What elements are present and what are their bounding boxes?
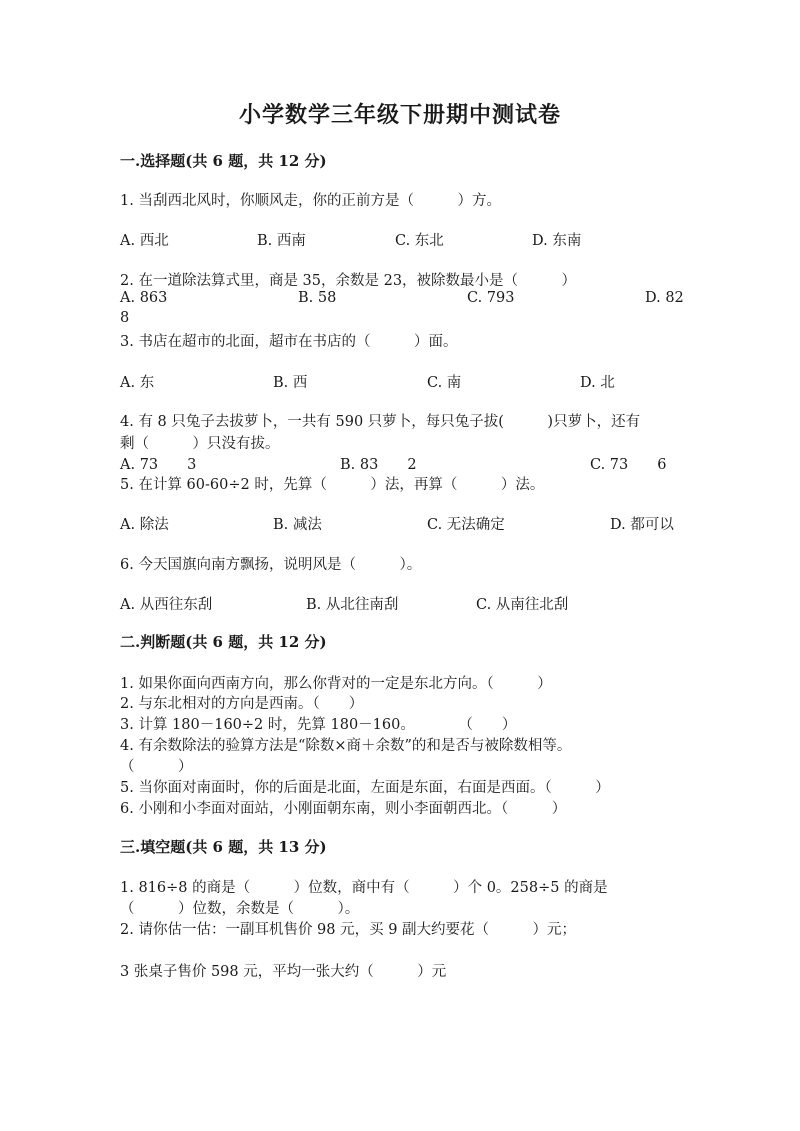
q1-option-b: B. 西南 xyxy=(257,233,306,249)
q1-option-a: A. 西北 xyxy=(120,233,169,249)
q5-option-d: D. 都可以 xyxy=(610,517,674,533)
q4-option-a: A. 73 3 xyxy=(120,457,197,473)
q2-option-b: B. 58 xyxy=(298,290,337,306)
section-header-fill-blank: 三.填空题(共 6 题，共 13 分) xyxy=(120,838,327,856)
page-title: 小学数学三年级下册期中测试卷 xyxy=(238,102,561,128)
question-6: 6. 今天国旗向南方飘扬，说明风是（ ）。 xyxy=(120,557,422,573)
q4-option-c: C. 73 6 xyxy=(590,457,667,473)
judge-item-3: 3. 计算 180－160÷2 时，先算 180－160。 （ ） xyxy=(120,717,517,733)
fill-item-2-line1: 2. 请你估一估：一副耳机售价 98 元，买 9 副大约要花（ ）元； xyxy=(120,922,577,938)
question-3: 3. 书店在超市的北面，超市在书店的（ ）面。 xyxy=(120,334,458,350)
q5-option-a: A. 除法 xyxy=(120,517,169,533)
q3-option-b: B. 西 xyxy=(273,375,308,391)
judge-item-1: 1. 如果你面向西南方向，那么你背对的一定是东北方向。（ ） xyxy=(120,676,552,692)
q2-option-c: C. 793 xyxy=(467,290,515,306)
question-4-line2: 剩（ ）只没有拔。 xyxy=(120,436,280,452)
q3-option-c: C. 南 xyxy=(427,375,462,391)
section-header-true-false: 二.判断题(共 6 题，共 12 分) xyxy=(120,633,327,651)
q1-option-c: C. 东北 xyxy=(395,233,444,249)
q4-option-b: B. 83 2 xyxy=(340,457,417,473)
q6-option-b: B. 从北往南刮 xyxy=(306,597,399,613)
q6-option-c: C. 从南往北刮 xyxy=(476,597,569,613)
q3-option-d: D. 北 xyxy=(580,375,615,391)
fill-item-1-line2: （ ）位数，余数是（ ）。 xyxy=(120,901,360,917)
question-4-line1: 4. 有 8 只兔子去拔萝卜，一共有 590 只萝卜，每只兔子拔( )只萝卜，还有 xyxy=(120,414,641,430)
question-2: 2. 在一道除法算式里，商是 35，余数是 23，被除数最小是（ ） xyxy=(120,273,577,289)
q1-option-d: D. 东南 xyxy=(532,233,582,249)
fill-item-2-line2: 3 张桌子售价 598 元，平均一张大约（ ）元 xyxy=(120,964,447,980)
q5-option-c: C. 无法确定 xyxy=(427,517,505,533)
question-1: 1. 当刮西北风时，你顺风走，你的正前方是（ ）方。 xyxy=(120,193,501,209)
q5-option-b: B. 减法 xyxy=(273,517,322,533)
section-header-multiple-choice: 一.选择题(共 6 题，共 12 分) xyxy=(120,152,327,170)
q2-option-d-wrap: 8 xyxy=(120,310,130,326)
judge-item-2: 2. 与东北相对的方向是西南。（ ） xyxy=(120,696,364,712)
fill-item-1-line1: 1. 816÷8 的商是（ ）位数，商中有（ ）个 0。258÷5 的商是 xyxy=(120,880,608,896)
judge-item-5: 5. 当你面对南面时，你的后面是北面，左面是东面，右面是西面。（ ） xyxy=(120,780,610,796)
judge-item-4: 4. 有余数除法的验算方法是“除数×商＋余数”的和是否与被除数相等。 xyxy=(120,738,572,754)
judge-item-6: 6. 小刚和小李面对面站，小刚面朝东南，则小李面朝西北。（ ） xyxy=(120,801,567,817)
q2-option-d: D. 82 xyxy=(645,290,684,306)
question-5: 5. 在计算 60-60÷2 时，先算（ ）法，再算（ ）法。 xyxy=(120,477,545,493)
q2-option-a: A. 863 xyxy=(120,290,168,306)
q6-option-a: A. 从西往东刮 xyxy=(120,597,213,613)
judge-item-4-blank: （ ） xyxy=(120,759,193,775)
q3-option-a: A. 东 xyxy=(120,375,155,391)
